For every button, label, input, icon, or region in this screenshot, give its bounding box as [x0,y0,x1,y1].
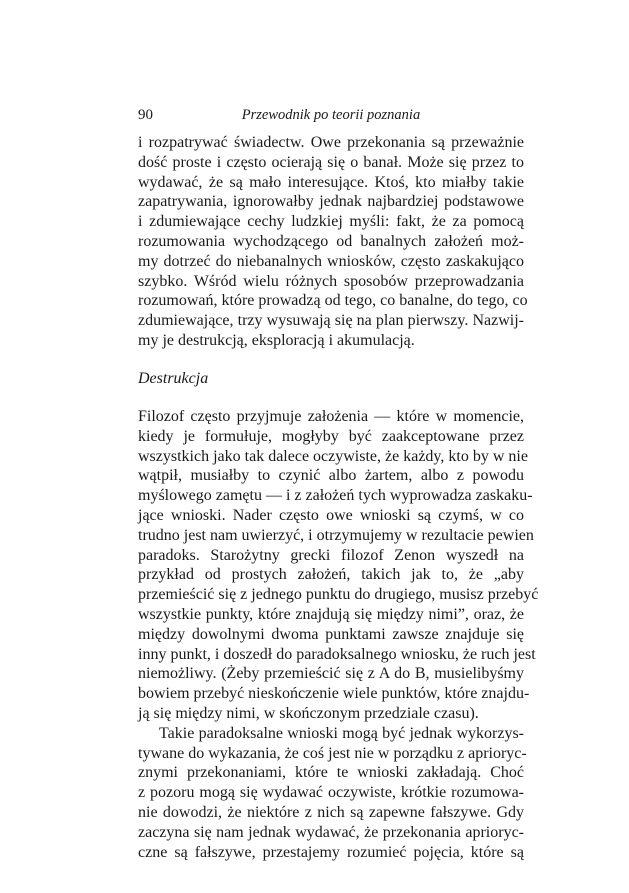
text-line: wszystkie punkty, które znajdują się między nimi”, oraz, że [138,605,524,623]
section-heading: Destrukcja [138,370,209,387]
text-line: dość proste i często ocierają się o banał. Może się przez to [138,153,524,171]
text-line: znymi przekonaniami, które te wnioski zakładają. Choć [138,764,524,782]
text-line: my je destrukcją, eksploracją i akumulacją. [138,331,415,349]
paragraph-destrukcja [138,407,539,862]
text-line: Filozof często przyjmuje założenia — które w momencie, [138,408,524,425]
text-line: paradoks. Starożytny grecki filozof Zenon wyszedł na [138,546,524,564]
text-line: trudno jest nam uwierzyć, i otrzymujemy w rezultacie pewien [138,526,534,544]
text-line: i rozpatrywać świadectw. Owe przekonania są przeważnie [138,134,524,151]
text-line: szybko. Wśród wielu różnych sposobów przeprowadzania [138,272,524,290]
text-line: między dowolnymi dwoma punktami zawsze znajduje się [138,625,524,643]
text-line: myślowego zamętu — i z założeń tych wyprowadza zaskaku- [138,487,533,505]
text-line: przemieścić się z jednego punktu do drugiego, musisz przebyć [138,586,539,604]
text-line: zapatrywania, ignorowałby jednak najbardziej podstawowe [138,193,524,211]
text-line: zaczyna się nam jednak wydawać, że przekonania aprioryc- [138,823,524,841]
text-line: bowiem przebyć nieskończenie wiele punktów, które znajdu- [138,685,530,703]
text-line: my dotrzeć do niebanalnych wniosków, często zaskakująco [138,252,524,270]
text-line: jące wnioski. Nader często owe wnioski są czymś, w co [138,506,524,524]
text-line: tywane do wykazania, że coś jest nie w porządku z aprioryc- [138,744,527,762]
text-line: rozumowania wychodzącego od banalnych założeń moż- [138,232,524,250]
text-line: i zdumiewające cechy ludzkiej myśli: fakt, że za pomocą [138,213,524,231]
text-line: inny punkt, i doszedł do paradoksalnego wniosku, że ruch jest [138,645,536,663]
text-line: wszystkich jako tak dalece oczywiste, że każdy, kto by w nie [138,447,528,465]
text-line: niemożliwy. (Żeby przemieścić się z A do B, musielibyśmy [138,665,524,683]
text-line: czne są fałszywe, przestajemy rozumieć pojęcia, które są [138,843,524,861]
paragraph-intro [138,133,528,351]
running-head [138,107,524,127]
text-line: przykład od prostych założeń, takich jak to, że „aby [138,566,524,584]
text-line: Takie paradoksalne wnioski mogą być jednak wykorzys- [159,724,524,742]
page-number: 90 [138,107,153,123]
text-line: zdumiewające, trzy wysuwają się na plan pierwszy. Nazwij- [138,312,524,330]
running-head-title: Przewodnik po teorii poznania [241,107,421,123]
text-line: wydawać, że są mało interesujące. Ktoś, kto miałby takie [138,173,524,191]
text-line: wątpił, musiałby to czynić albo żartem, albo z powodu [138,467,524,485]
text-line: ją się między nimi, w skończonym przedziale czasu). [138,704,479,722]
text-line: kiedy je formułuje, mogłyby być zaakceptowane przez [138,427,524,445]
text-line: z pozoru mogą się wydawać oczywiste, krótkie rozumowa- [138,784,524,802]
text-line: rozumowań, które prowadzą od tego, co banalne, do tego, co [138,292,528,310]
text-line: nie dowodzi, że niektóre z nich są zapewne fałszywe. Gdy [138,803,524,821]
